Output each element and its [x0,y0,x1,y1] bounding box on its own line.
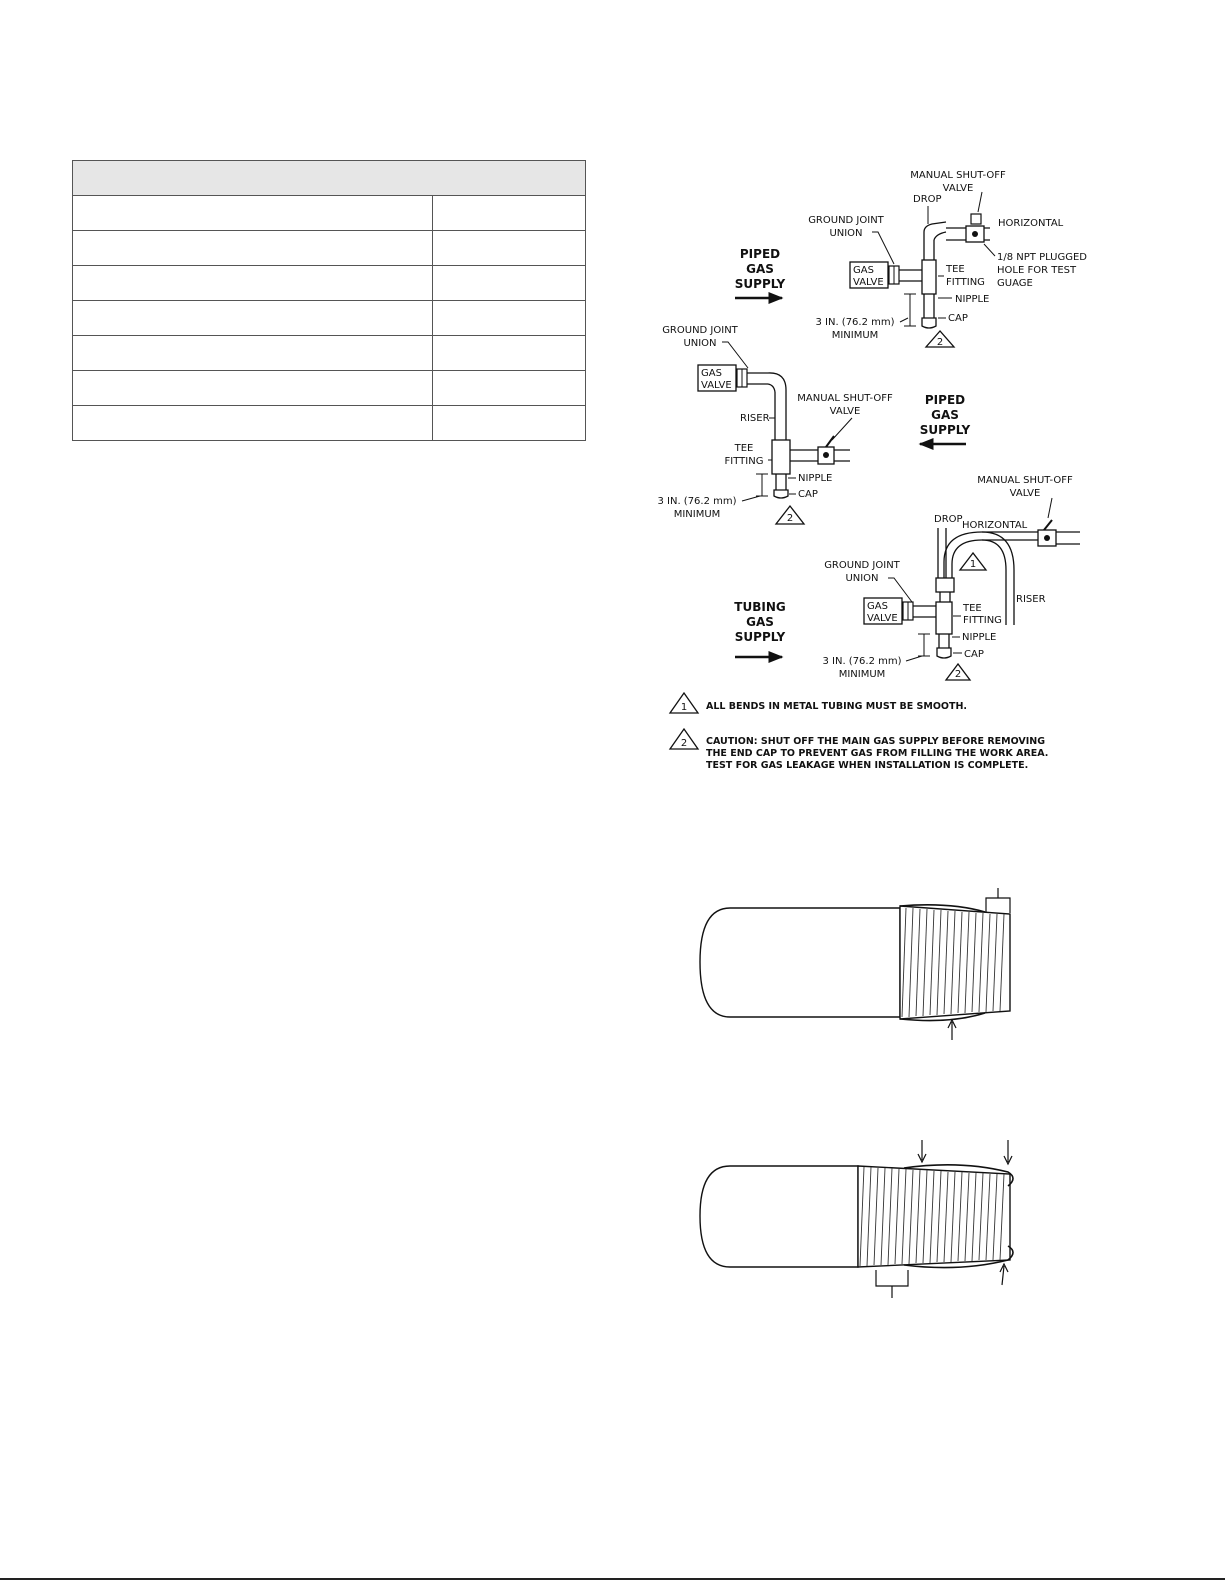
top-drop-label: DROP [913,194,942,205]
top-gas-valve-line2: VALVE [853,277,884,288]
top-nipple-label: NIPPLE [955,294,990,305]
bot-cap-label: CAP [964,649,984,660]
note2-line3: TEST FOR GAS LEAKAGE WHEN INSTALLATION IS COMPLETE. [706,760,1029,771]
bot-cap [937,648,951,658]
table-row [73,406,586,441]
bot-fitting-nut [936,578,954,592]
bot-supply-line3: SUPPLY [734,630,786,644]
mid-nipple-label: NIPPLE [798,473,833,484]
table-cell [73,266,433,301]
thread-bracket-2 [876,1270,908,1286]
top-cap-label: CAP [948,313,968,324]
sealant-arrow-2c [1002,1266,1004,1285]
top-manual-valve-label1: MANUAL SHUT-OFF [910,170,1006,181]
top-supply-line3: SUPPLY [734,277,786,291]
bot-marker2-number: 2 [954,669,962,680]
bot-tee [936,602,952,634]
top-piped-assembly [735,170,1088,348]
table-cell [73,371,433,406]
bot-supply-line1: TUBING [734,600,786,614]
bottom-tubing-assembly [734,475,1080,680]
mid-minimum-label2: MINIMUM [673,509,721,520]
table-row [73,196,586,231]
mid-cap-label: CAP [798,489,818,500]
spec-table [72,160,586,441]
table-cell [433,196,586,231]
middle-piped-assembly [657,325,970,524]
table-header-row [73,161,586,196]
bot-manual-valve-label1: MANUAL SHUT-OFF [977,475,1073,486]
bot-tee-label1: TEE [963,603,982,614]
footer-rule [0,1578,1225,1580]
mid-cap [774,490,788,498]
bot-drop-label: DROP [934,514,963,525]
top-minimum-label2: MINIMUM [831,330,879,341]
bot-minimum-label2: MINIMUM [838,669,886,680]
top-ground-union-label1: GROUND JOINT [808,215,884,226]
gas-supply-diagram [640,160,1110,780]
bot-gas-valve-line1: GAS [867,601,888,612]
bot-gas-valve-line2: VALVE [867,613,898,624]
bot-minimum-label1: 3 IN. (76.2 mm) [822,656,902,667]
mid-tee [772,440,790,474]
bot-riser-label: RISER [1016,594,1046,605]
table-cell [73,231,433,266]
table-cell [73,196,433,231]
table-cell [433,266,586,301]
table-cell [73,406,433,441]
top-plugged-hole-label2: HOLE FOR TEST [997,265,1077,276]
note2-marker-number: 2 [680,738,688,749]
table-cell [73,301,433,336]
top-minimum-label1: 3 IN. (76.2 mm) [815,317,895,328]
table-cell [433,336,586,371]
mid-riser-label: RISER [740,413,770,424]
bot-supply-line2: GAS [746,615,774,629]
note1-text: ALL BENDS IN METAL TUBING MUST BE SMOOTH. [706,701,968,712]
note2-line1: CAUTION: SHUT OFF THE MAIN GAS SUPPLY BEFORE REMOVING [706,736,1046,747]
table-row [73,301,586,336]
mid-minimum-label1: 3 IN. (76.2 mm) [657,496,737,507]
mid-ground-union-label1: GROUND JOINT [662,325,738,336]
top-tee [922,260,936,294]
top-tee-label2: FITTING [946,277,985,288]
top-gas-valve-line1: GAS [853,265,874,276]
top-horizontal-label: HORIZONTAL [998,218,1064,229]
mid-supply-line3: SUPPLY [919,423,971,437]
mid-tee-label2: FITTING [724,456,764,467]
note1-marker-number: 1 [680,702,688,713]
top-cap [922,318,936,328]
top-supply-line1: PIPED [739,247,781,261]
mid-tee-label1: TEE [734,443,754,454]
table-row [73,336,586,371]
bot-ground-union-label2: UNION [845,573,879,584]
mid-supply-line2: GAS [931,408,959,422]
bot-tee-label2: FITTING [963,615,1002,626]
thread-bracket-1 [986,898,1010,913]
table-cell [73,336,433,371]
pipe-body-2 [700,1166,858,1267]
table-row [73,231,586,266]
table-cell [433,371,586,406]
mid-supply-line1: PIPED [924,393,966,407]
mid-manual-valve-label2: VALVE [829,406,861,417]
table-cell [433,231,586,266]
table-header [73,161,586,196]
table-cell [433,301,586,336]
mid-manual-valve-label1: MANUAL SHUT-OFF [797,393,893,404]
top-marker-number: 2 [936,337,944,348]
bot-ground-union-label1: GROUND JOINT [824,560,900,571]
mid-gas-valve-line1: GAS [701,368,722,379]
pipe-thread-illustration-1 [690,880,1030,1050]
top-plugged-hole-label1: 1/8 NPT PLUGGED [997,252,1088,263]
diagram-notes [670,693,1048,771]
top-supply-line2: GAS [746,262,774,276]
mid-ground-union-label2: UNION [683,338,717,349]
top-plugged-hole-label3: GUAGE [997,278,1033,289]
bot-nipple-label: NIPPLE [962,632,997,643]
pipe-thread-illustration-2 [690,1130,1030,1305]
note2-line2: THE END CAP TO PREVENT GAS FROM FILLING THE WORK AREA. [706,748,1049,759]
bot-manual-valve-label2: VALVE [1009,488,1041,499]
table-row [73,266,586,301]
mid-marker-number: 2 [786,513,794,524]
top-ground-union-label2: UNION [829,228,863,239]
table-row [73,371,586,406]
top-manual-valve-label2: VALVE [942,183,974,194]
table-cell [433,406,586,441]
pipe-body-1 [700,908,900,1017]
bot-marker1-number: 1 [969,559,977,570]
bot-horizontal-label: HORIZONTAL [962,520,1028,531]
mid-gas-valve-line2: VALVE [701,380,732,391]
top-tee-label1: TEE [946,264,965,275]
